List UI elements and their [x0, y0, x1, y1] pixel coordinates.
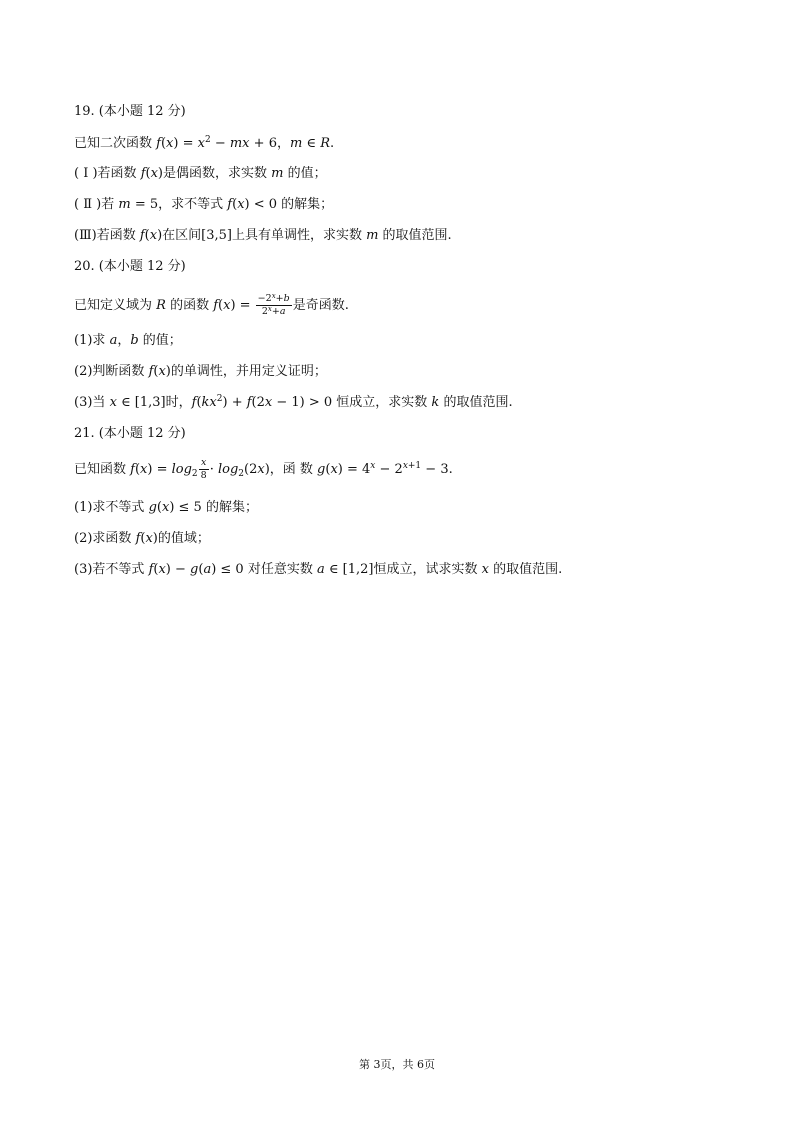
- q19-part2-label: ( Ⅱ ): [74, 197, 102, 212]
- q20-part1-text-a: 求: [92, 333, 110, 348]
- q19-part2: ( Ⅱ )若 m = 5，求不等式 f(x) < 0 的解集；: [74, 197, 334, 212]
- q21-header: 21. (本小题 12 分): [74, 426, 186, 441]
- q21-fraction: $\frac{x}{8}$: [200, 457, 207, 481]
- q20-stem-suffix: 是奇函数.: [292, 298, 349, 313]
- q21-part3-text-a: 若不等式: [92, 562, 149, 577]
- q19-part2-text-b: ，求不等式: [158, 197, 228, 212]
- page-footer: 第 3页，共 6页: [359, 1058, 435, 1071]
- q20-stem: 已知定义域为 R 的函数 f(x) = $\frac{-2^x+b}{2^x+a}$ 是奇函数.: [74, 292, 349, 317]
- q19-part3-text-b: 在区间[3,5]上具有单调性，求实数: [162, 228, 367, 243]
- q20-part1: (1)求 a，b 的值；: [74, 333, 182, 348]
- q20-part3-label: (3): [74, 395, 93, 410]
- q20-part3-text-c: 恒成立，求实数: [332, 395, 432, 410]
- q19-part2-text-c: 的解集；: [277, 197, 334, 212]
- q20-part1-text-c: 的值；: [138, 333, 182, 348]
- q21-part1-text-a: 求不等式: [92, 500, 149, 515]
- q19-stem: 已知二次函数 $f(x) = x^2$ − mx + 6，m ∈ R.: [74, 135, 335, 151]
- q20-stem-mid: 的函数: [165, 298, 214, 313]
- q21-part1-label: (1): [74, 500, 93, 515]
- q19-header: 19. (本小题 12 分): [74, 104, 186, 119]
- q21-part2: (2)求函数 f(x)的值域；: [74, 531, 210, 546]
- q20-stem-prefix: 已知定义域为: [74, 298, 157, 313]
- q20-part2-label: (2): [74, 364, 93, 379]
- q21-stem-prefix: 已知函数: [74, 462, 131, 477]
- q20-part1-text-b: ，: [117, 333, 131, 348]
- q21-stem-mid: ，函 数: [269, 462, 318, 477]
- q20-part2-text-b: 的单调性，并用定义证明；: [170, 364, 327, 379]
- q21-part2-label: (2): [74, 531, 93, 546]
- q21-part3-text-c: 恒成立，试求实数: [373, 562, 482, 577]
- q19-part3-text-a: 若函数: [96, 228, 140, 243]
- q19-part1: ( Ⅰ )若函数 f(x)是偶函数，求实数 m 的值；: [74, 166, 327, 181]
- q19-part3-text-c: 的取值范围.: [378, 228, 452, 243]
- q19-part1-label: ( Ⅰ ): [74, 166, 98, 181]
- q20-header: 20. (本小题 12 分): [74, 259, 186, 274]
- q19-part1-text-c: 的值；: [283, 166, 327, 181]
- q19-stem-formula: f: [156, 136, 161, 151]
- q19-part1-text-b: 是偶函数，求实数: [163, 166, 272, 181]
- q21-stem: 已知函数 $f(x) = \log_2$ $\frac{x}{8}$ · $\log_2(2x)$，函 数 $g(x) = 4^x - 2^{x+1} - 3$.: [74, 457, 453, 481]
- q21-part1: (1)求不等式 g(x) ≤ 5 的解集；: [74, 500, 258, 515]
- q20-part2-text-a: 判断函数: [92, 364, 149, 379]
- q19-part3-label: (Ⅲ): [74, 228, 97, 243]
- q21-part3-text-d: 的取值范围.: [488, 562, 563, 577]
- q21-part3-label: (3): [74, 562, 93, 577]
- q21-part3: (3)若不等式 f(x) − g(a) ≤ 0 对任意实数 a ∈ [1,2]恒成立，试求实数 x 的取值范围.: [74, 562, 563, 577]
- q20-fraction: $\frac{-2^x+b}{2^x+a}$: [257, 292, 290, 317]
- q20-part3-text-a: 当: [92, 395, 110, 410]
- q19-part1-text-a: 若函数: [97, 166, 141, 181]
- q21-part2-text-b: 的值域；: [157, 531, 210, 546]
- q20-part3-text-b: 时，: [165, 395, 192, 410]
- q19-stem-prefix: 已知二次函数: [74, 136, 157, 151]
- q20-part3-text-d: 的取值范围.: [439, 395, 513, 410]
- q19-part3: (Ⅲ)若函数 f(x)在区间[3,5]上具有单调性，求实数 m 的取值范围.: [74, 228, 452, 243]
- q19-part2-text-a: 若: [101, 197, 119, 212]
- q20-part1-label: (1): [74, 333, 93, 348]
- q21-part3-text-b: 对任意实数: [243, 562, 317, 577]
- q20-part2: (2)判断函数 f(x)的单调性，并用定义证明；: [74, 364, 327, 379]
- q20-part3: (3)当 x ∈ [1,3]时，$f(kx^2) + f(2x - 1) > 0$ 恒成立，求实数 k 的取值范围.: [74, 394, 513, 410]
- q21-part1-text-b: 的解集；: [201, 500, 258, 515]
- q21-part2-text-a: 求函数: [92, 531, 136, 546]
